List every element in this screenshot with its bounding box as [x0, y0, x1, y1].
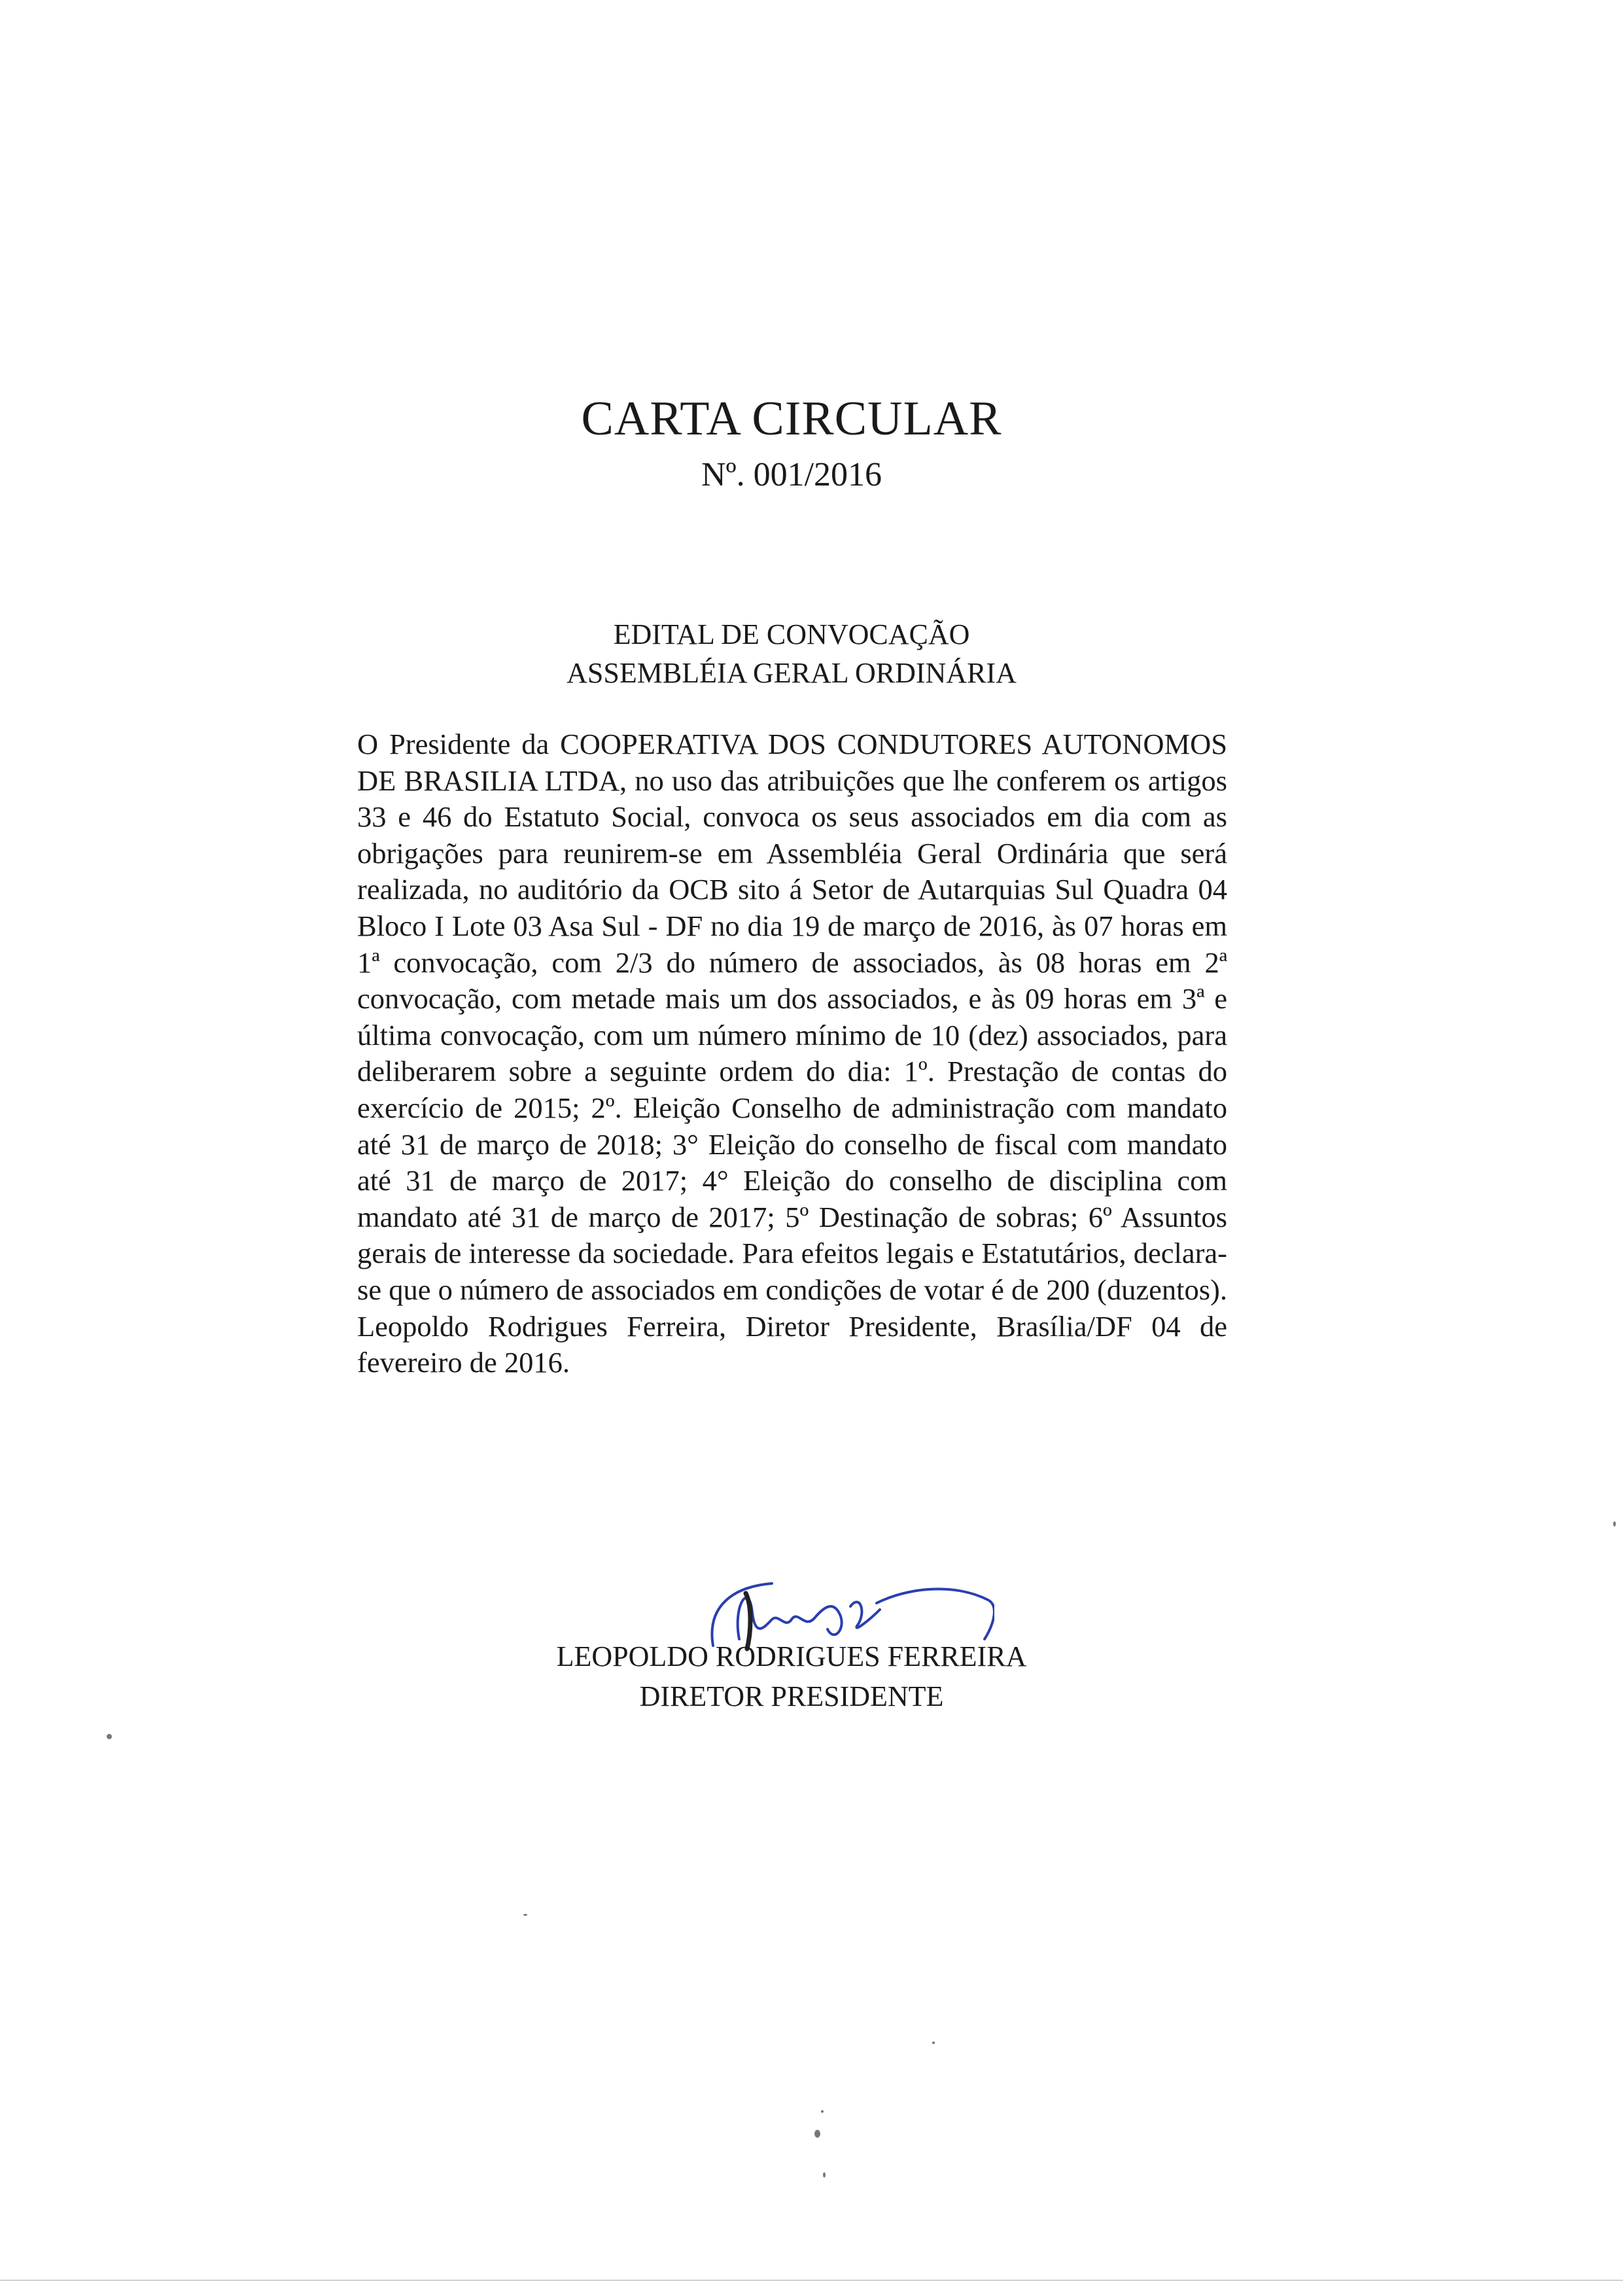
scan-speck [107, 1734, 112, 1739]
scan-speck [814, 2130, 820, 2138]
signer-name: LEOPOLDO RODRIGUES FERREIRA [556, 1640, 1027, 1672]
assembly-heading: ASSEMBLÉIA GERAL ORDINÁRIA [567, 657, 1017, 689]
scan-speck [523, 1914, 527, 1916]
scan-speck [821, 2110, 824, 2113]
scan-speck [932, 2041, 935, 2044]
edital-heading: EDITAL DE CONVOCAÇÃO [613, 618, 970, 650]
document-number: Nº. 001/2016 [701, 456, 882, 493]
scan-speck [823, 2172, 826, 2178]
document-title: CARTA CIRCULAR [581, 392, 1002, 446]
scan-speck [1613, 1521, 1616, 1527]
scan-edge-line [0, 2280, 1623, 2281]
convocation-body: O Presidente da COOPERATIVA DOS CONDUTORES AUTONOMOS DE BRASILIA LTDA, no uso das atribuições que lhe conferem os artigos 33 e 46 do Estatuto Social, convoca os seus associados em dia com as obrigações para reunirem-se em Assembléia Geral Ordinária que será realizada, no auditório da OCB sito á Setor de Autarquias Sul Quadra 04 Bloco I Lote 03 Asa Sul - DF no dia 19 de março de 2016, às 07 horas em 1ª convocação, com 2/3 do número de associados, às 08 horas em 2ª convocação, com metade mais um dos associados, e às 09 horas em 3ª e última convocação, com um número mínimo de 10 (dez) associados, para deliberarem sobre a seguinte ordem do dia: 1º. Prestação de contas do exercício de 2015; 2º. Eleição Conselho de administração com mandato até 31 de março de 2018; 3° Eleição do conselho de fiscal com mandato até 31 de março de 2017; 4° Eleição do conselho de disciplina com mandato até 31 de março de 2017; 5º Destinação de sobras; 6º Assuntos gerais de interesse da sociedade. Para efeitos legais e Estatutários, declara-se que o número de associados em condições de votar é de 200 (duzentos). Leopoldo Rodrigues Ferreira, Diretor Presidente, Brasília/DF 04 de fevereiro de 2016. [357, 728, 1227, 1379]
signer-role: DIRETOR PRESIDENTE [639, 1680, 944, 1712]
